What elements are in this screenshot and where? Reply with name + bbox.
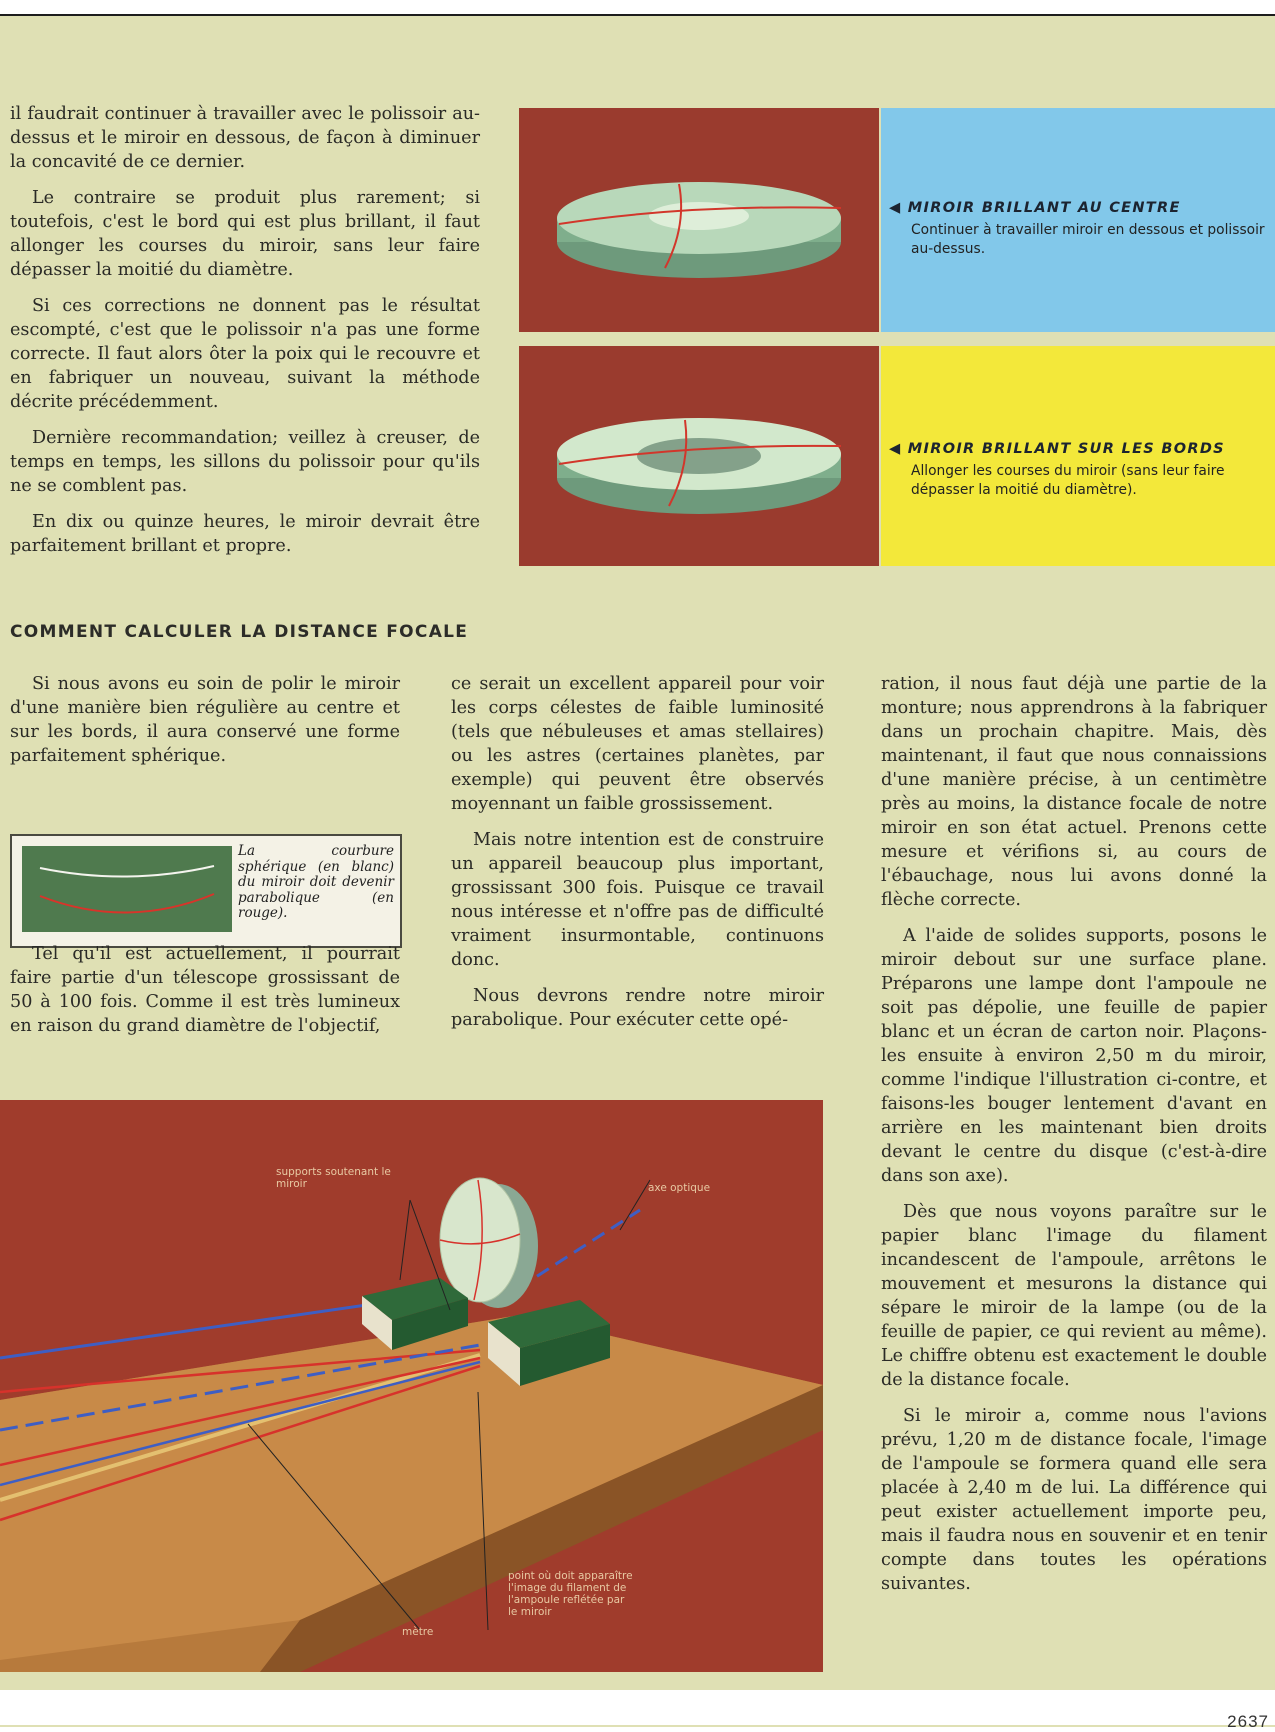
col1-paragraph: Si nous avons eu soin de polir le miroir d'une manière bien régulière au centre et sur les bords, il aura conservé une forme parfaitement sphérique. xyxy=(10,674,400,766)
caption-center-title: ◀ MIROIR BRILLANT AU CENTRE xyxy=(889,200,1181,216)
col2-paragraph: Mais notre intention est de construire un appareil beaucoup plus important, grossissant 300 fois. Puisque ce travail nous intéresse et n'offre pas de difficulté vraiment insurmontable, continuons donc. xyxy=(451,830,824,970)
col3-paragraph: A l'aide de solides supports, posons le miroir debout sur une surface plane. Préparons une lampe dont l'ampoule ne soit pas dépolie, une feuille de papier blanc et un écran de carton noir. Plaçons-les ensuite à environ 2,50 m du miroir, comme l'indique l'illustration ci-contre, et faisons-les bouger lentement d'avant en arrière en les maintenant bien droits devant le centre du disque (c'est-à-dire dans son axe). xyxy=(881,926,1267,1186)
label-image-point: point où doit apparaître l'image du filament de l'ampoule reflétée par le miroir xyxy=(508,1570,633,1618)
lens-illustration-edges xyxy=(519,346,879,566)
col2-text xyxy=(451,672,824,1044)
intro-paragraph: Dernière recommandation; veillez à creuser, de temps en temps, les sillons du polissoir pour qu'ils ne se comblent pas. xyxy=(10,428,480,496)
col1-bottom-text xyxy=(10,942,400,1050)
caption-center xyxy=(881,108,1275,332)
caption-edges xyxy=(881,346,1275,566)
caption-edges-title: ◀ MIROIR BRILLANT SUR LES BORDS xyxy=(889,441,1225,457)
intro-paragraph: En dix ou quinze heures, le miroir devrait être parfaitement brillant et propre. xyxy=(10,512,480,556)
lens-edges-drawing xyxy=(519,346,879,566)
section-heading: COMMENT CALCULER LA DISTANCE FOCALE xyxy=(10,622,469,642)
intro-paragraph: il faudrait continuer à travailler avec le polissoir au-dessus et le miroir en dessous, de façon à diminuer la concavité de ce dernier. xyxy=(10,104,480,172)
page-number: 2637 xyxy=(1227,1712,1269,1731)
caption-center-text: Continuer à travailler miroir en dessous et polissoir au-dessus. xyxy=(911,222,1265,257)
lens-center-drawing xyxy=(519,108,879,332)
page-bottom-margin xyxy=(0,1690,1275,1725)
col3-paragraph: Si le miroir a, comme nous l'avions prévu, 1,20 m de distance focale, l'image de l'ampoule se formera quand elle sera placée à 2,40 m de lui. La différence qui peut exister actuellement importe peu, mais il faudra nous en souvenir et en tenir compte dans toutes les opérations suivantes. xyxy=(881,1406,1267,1594)
curvature-caption: La courbure sphérique (en blanc) du miroir doit devenir parabolique (en rouge). xyxy=(238,843,394,921)
col1-top-text xyxy=(10,672,400,780)
book-page xyxy=(0,14,1275,1727)
focal-distance-illustration xyxy=(0,1100,823,1672)
intro-paragraph: Le contraire se produit plus rarement; si toutefois, c'est le bord qui est plus brillant, il faut allonger les courses du miroir, sans leur faire dépasser la moitié du diamètre. xyxy=(10,188,480,280)
col3-text xyxy=(881,672,1267,1608)
label-optical-axis: axe optique xyxy=(648,1182,711,1194)
intro-text-column xyxy=(10,102,480,570)
col3-paragraph: ration, il nous faut déjà une partie de la monture; nous apprendrons à la fabriquer dans un prochain chapitre. Mais, dès maintenant, il faut que nous connaissions d'une manière précise, à un centimètre près au moins, la distance focale de notre miroir en son état actuel. Prenons cette mesure et vérifions si, au cours de l'ébauchage, nous lui avons donné la flèche correcte. xyxy=(881,674,1267,910)
lens-illustration-center xyxy=(519,108,879,332)
curvature-figure xyxy=(10,834,402,948)
col1-paragraph: Tel qu'il est actuellement, il pourrait faire partie d'un télescope grossissant de 50 à 100 fois. Comme il est très lumineux en raison du grand diamètre de l'objectif, xyxy=(10,944,400,1036)
col2-paragraph: Nous devrons rendre notre miroir parabolique. Pour exécuter cette opé- xyxy=(451,986,824,1030)
col2-paragraph: ce serait un excellent appareil pour voir les corps célestes de faible luminosité (tels que nébuleuses et amas stellaires) ou les astres (certaines planètes, par exemple) qui peuvent être observés moyennant un faible grossissement. xyxy=(451,674,824,814)
curvature-drawing xyxy=(22,846,232,932)
label-supports: supports soutenant le miroir xyxy=(276,1166,391,1190)
intro-paragraph: Si ces corrections ne donnent pas le résultat escompté, c'est que le polissoir n'a pas une forme correcte. Il faut alors ôter la poix qui le recouvre et en fabriquer un nouveau, suivant la méthode décrite précédemment. xyxy=(10,296,480,412)
label-meter: mètre xyxy=(402,1626,434,1638)
col3-paragraph: Dès que nous voyons paraître sur le papier blanc l'image du filament incandescent de l'ampoule, arrêtons le mouvement et mesurons la distance qui sépare le miroir de la lampe (ou de la feuille de papier, ce qui revient au même). Le chiffre obtenu est exactement le double de la distance focale. xyxy=(881,1202,1267,1390)
caption-edges-text: Allonger les courses du miroir (sans leur faire dépasser la moitié du diamètre). xyxy=(911,463,1225,498)
